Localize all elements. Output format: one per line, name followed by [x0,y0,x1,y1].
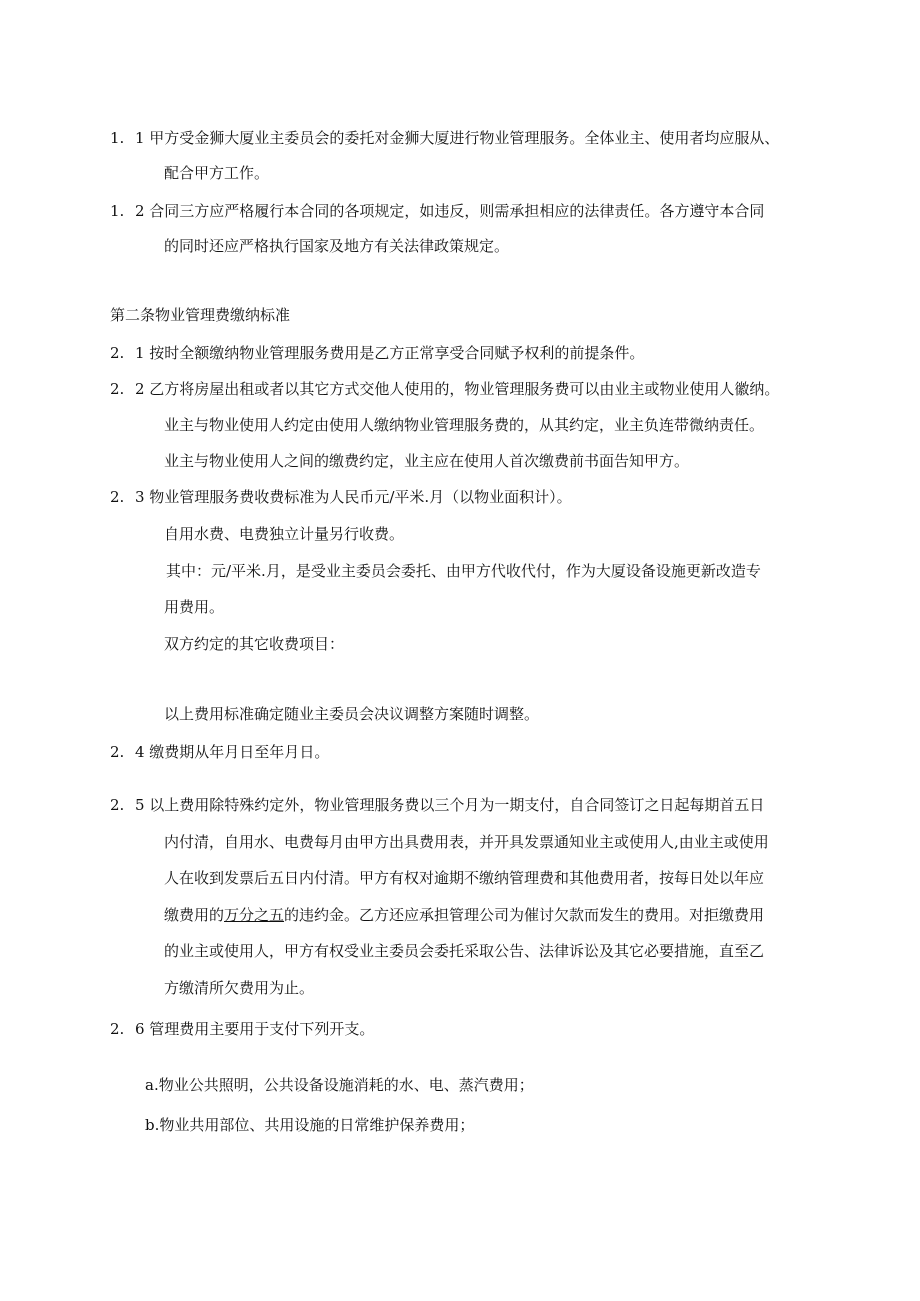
clause-2-5-line-3: 人在收到发票后五日内付清。甲方有权对逾期不缴纳管理费和其他费用者，按每日处以年应 [164,869,765,887]
list-item-b: b.物业共用部位、共用设施的日常维护保养费用； [145,1116,475,1134]
section-number: 1. [110,202,125,220]
section-number: 2. [110,488,125,506]
clause-2-2-line-2: 业主与物业使用人约定由使用人缴纳物业管理服务费的，从其约定，业主负连带微纳责任。 [164,416,765,434]
section-number: 2. [110,743,125,761]
list-item-a: a.物业公共照明，公共设备设施消耗的水、电、蒸汽费用； [145,1076,534,1094]
clause-2-3-line-5: 双方约定的其它收费项目： [164,635,345,653]
clause-2-5-line-6: 方缴清所欠费用为止。 [164,979,315,997]
clause-2-5-line-4 [164,905,764,925]
article-2-heading: 第二条物业管理费缴纳标准 [110,306,291,324]
section-number: 2. [110,344,125,362]
clause-2-2-line-1: 2 乙方将房屋出租或者以其它方式交他人使用的，物业管理服务费可以由业主或物业使用人徽纳。 [135,380,780,398]
section-number: 2. [110,796,125,814]
section-number: 1. [110,129,125,147]
section-number: 2. [110,1020,125,1038]
clause-2-5-line-4-start: 缴费用的 [164,906,225,924]
clause-2-3-line-4: 用费用。 [164,598,225,616]
clause-1-2-line-1: 2 合同三方应严格履行本合同的各项规定，如违反，则需承担相应的法律责任。各方遵守本合同 [135,202,765,220]
clause-2-5-line-2: 内付清，自用水、电费每月由甲方出具费用表，并开具发票通知业主或使用人,由业主或使用 [164,833,769,851]
section-number: 2. [110,380,125,398]
clause-2-3-line-2: 自用水费、电费独立计量另行收费。 [164,525,405,543]
clause-1-1-line-1: 1 甲方受金狮大厦业主委员会的委托对金狮大厦进行物业管理服务。全体业主、使用者均应服从、 [135,129,780,147]
clause-2-3-line-3: 其中：元/平米.月，是受业主委员会委托、由甲方代收代付，作为大厦设备设施更新改造专 [166,562,761,580]
clause-2-4-line-1: 4 缴费期从年月日至年月日。 [135,743,330,761]
clause-2-6-line-1: 6 管理费用主要用于支付下列开支。 [135,1020,375,1038]
clause-2-3-line-1: 3 物业管理服务费收费标准为人民币元/平米.月（以物业面积计）。 [135,488,572,506]
clause-1-1-line-2: 配合甲方工作。 [164,164,270,182]
clause-2-1-line-1: 1 按时全额缴纳物业管理服务费用是乙方正常享受合同赋予权利的前提条件。 [135,344,645,362]
clause-2-2-line-3: 业主与物业使用人之间的缴费约定，业主应在使用人首次缴费前书面告知甲方。 [164,452,690,470]
clause-2-5-line-1: 5 以上费用除特殊约定外，物业管理服务费以三个月为一期支付，自合同签订之日起每期首五日 [135,796,765,814]
clause-2-3-line-6: 以上费用标准确定随业主委员会决议调整方案随时调整。 [164,705,540,723]
penalty-rate-underlined: 万分之五 [224,906,285,924]
clause-1-2-line-2: 的同时还应严格执行国家及地方有关法律政策规定。 [164,237,510,255]
clause-2-5-line-5: 的业主或使用人，甲方有权受业主委员会委托采取公告、法律诉讼及其它必要措施，直至乙 [164,942,765,960]
clause-2-5-line-4-end: 的违约金。乙方还应承担管理公司为催讨欠款而发生的费用。对拒缴费用 [284,906,765,924]
